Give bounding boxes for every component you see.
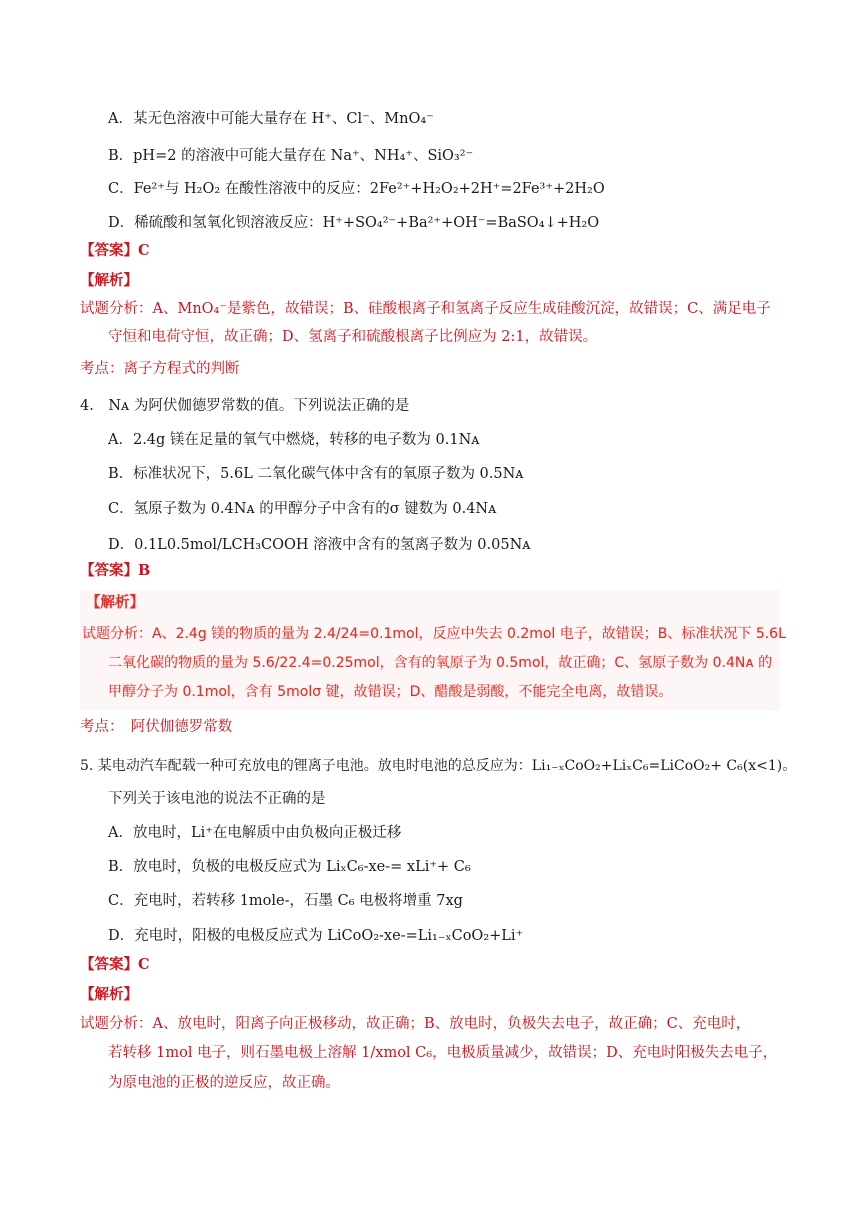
q4-kaodian: 考点： 阿伏伽德罗常数 <box>80 719 233 735</box>
q5-option-d: D．充电时，阳极的电极反应式为 LiCoO₂-xe-=Li₁₋ₓCoO₂+Li⁺ <box>108 928 524 944</box>
q3-option-c: C．Fe²⁺与 H₂O₂ 在酸性溶液中的反应：2Fe²⁺+H₂O₂+2H⁺=2Fe³⁺+2H₂O <box>108 181 605 197</box>
q4-option-a: A．2.4g 镁在足量的氧气中燃烧，转移的电子数为 0.1Nᴀ <box>108 432 480 448</box>
q3-option-d: D．稀硫酸和氢氧化钡溶液反应：H⁺+SO₄²⁻+Ba²⁺+OH⁻=BaSO₄↓+H₂O <box>108 215 600 231</box>
q3-kaodian: 考点：离子方程式的判断 <box>80 361 240 377</box>
q5-analysis-line-2: 若转移 1mol 电子，则石墨电极上溶解 1/xmol C₆，电极质量减少，故错误；D、充电时阳极失去电子， <box>108 1045 778 1061</box>
q5-analysis-line-1: 试题分析：A、放电时，阳离子向正极移动，故正确；B、放电时，负极失去电子，故正确；C、充电时， <box>80 1016 751 1032</box>
q5-analysis-title: 【解析】 <box>80 986 138 1003</box>
q4-answer: 【答案】B <box>80 562 151 579</box>
q3-analysis-line-1: 试题分析：A、MnO₄⁻是紫色，故错误；B、硅酸根离子和氢离子反应生成硅酸沉淀，故错误；C、满足电子 <box>80 301 771 317</box>
q4-analysis-title: 【解析】 <box>86 595 144 611</box>
q3-option-b: B．pH=2 的溶液中可能大量存在 Na⁺、NH₄⁺、SiO₃²⁻ <box>108 148 474 164</box>
q4-analysis-line-3: 甲醇分子为 0.1mol，含有 5molσ 键，故错误；D、醋酸是弱酸，不能完全电离，故错误。 <box>108 684 673 700</box>
q5-stem-line-2: 下列关于该电池的说法不正确的是 <box>108 791 326 807</box>
q4-analysis-line-1: 试题分析：A、2.4g 镁的物质的量为 2.4/24=0.1mol，反应中失去 0.2mol 电子，故错误；B、标准状况下 5.6L <box>82 626 786 642</box>
q3-analysis-line-2: 守恒和电荷守恒，故正确；D、氢离子和硫酸根离子比例应为 2:1，故错误。 <box>108 329 598 345</box>
q3-answer: 【答案】C <box>80 242 150 259</box>
q5-analysis-line-3: 为原电池的正极的逆反应，故正确。 <box>108 1075 340 1091</box>
q4-option-c: C．氢原子数为 0.4Nᴀ 的甲醇分子中含有的σ 键数为 0.4Nᴀ <box>108 501 497 517</box>
q4-option-b: B．标准状况下，5.6L 二氧化碳气体中含有的氧原子数为 0.5Nᴀ <box>108 466 524 482</box>
q5-option-c: C．充电时，若转移 1mole-，石墨 C₆ 电极将增重 7xg <box>108 893 463 909</box>
q5-option-a: A．放电时，Li⁺在电解质中由负极向正极迁移 <box>108 825 402 841</box>
q3-analysis-title: 【解析】 <box>80 272 138 289</box>
q5-answer: 【答案】C <box>80 956 150 973</box>
q5-option-b: B．放电时，负极的电极反应式为 LiₓC₆-xe-= xLi⁺+ C₆ <box>108 859 471 875</box>
q4-option-d: D．0.1L0.5mol/LCH₃COOH 溶液中含有的氢离子数为 0.05Nᴀ <box>108 537 531 553</box>
q4-analysis-scan <box>80 590 786 710</box>
q4-analysis-line-2: 二氧化碳的物质的量为 5.6/22.4=0.25mol，含有的氧原子为 0.5mol，故正确；C、氢原子数为 0.4Nᴀ 的 <box>108 655 773 671</box>
q3-option-a: A．某无色溶液中可能大量存在 H⁺、Cl⁻、MnO₄⁻ <box>108 111 434 127</box>
q5-stem-line-1: 5. 某电动汽车配载一种可充放电的锂离子电池。放电时电池的总反应为：Li₁₋ₓCoO₂+LiₓC₆=LiCoO₂+ C₆(x<1)。 <box>80 758 797 774</box>
q4-stem: 4. Nᴀ 为阿伏伽德罗常数的值。下列说法正确的是 <box>80 398 410 414</box>
